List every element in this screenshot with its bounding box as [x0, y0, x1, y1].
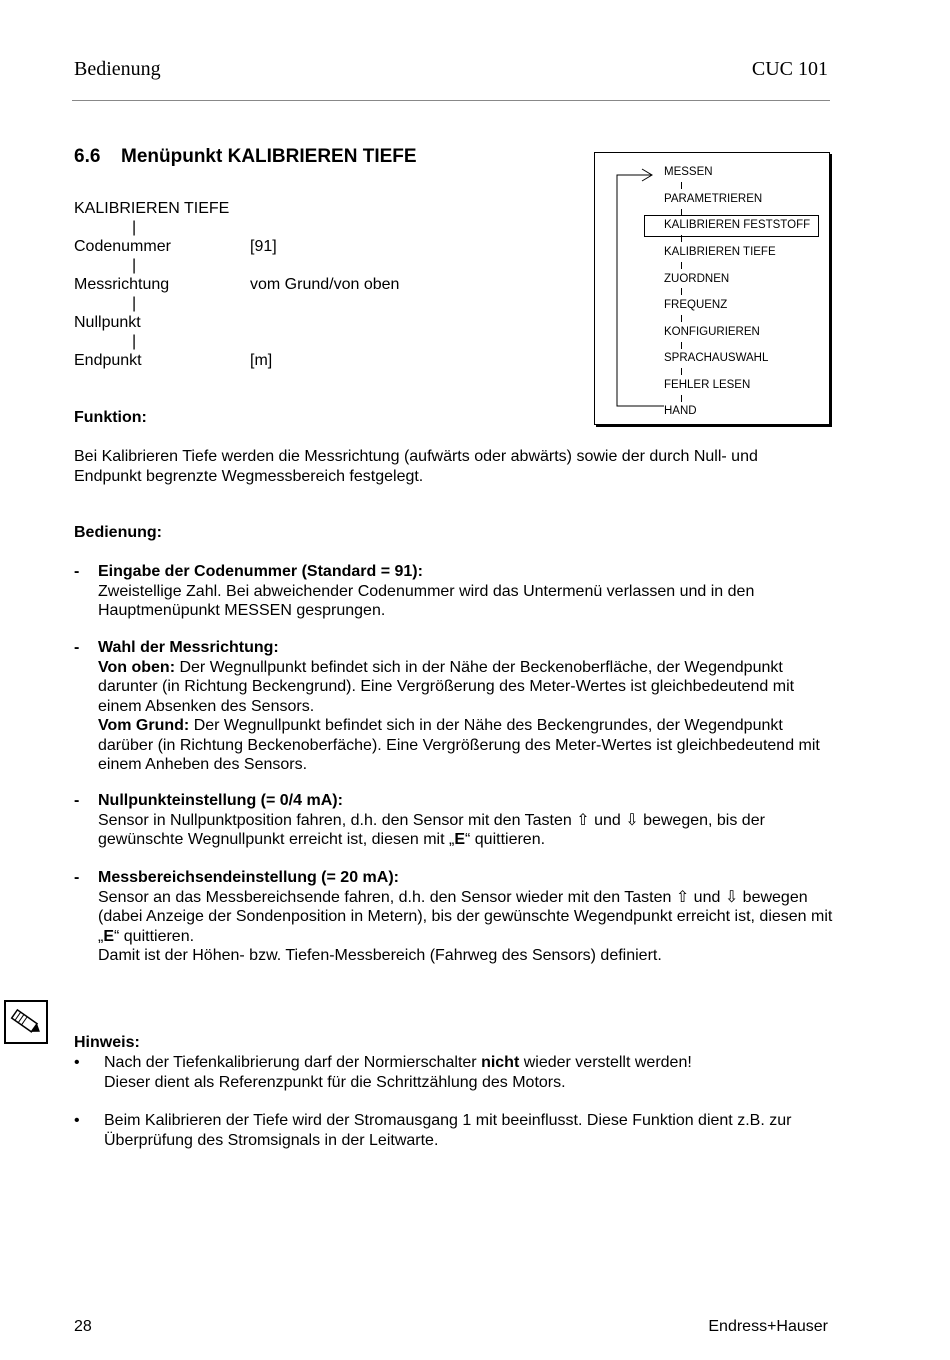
tree-label: Nullpunkt	[74, 314, 141, 331]
hinweis-line-2: Dieser dient als Referenzpunkt für die Schrittzählung des Motors.	[104, 1073, 566, 1091]
item-title: Nullpunkteinstellung (= 0/4 mA):	[98, 792, 343, 809]
tree-pipe: |	[132, 295, 137, 312]
funktion-text: Bei Kalibrieren Tiefe werden die Messrichtung (aufwärts oder abwärts) sowie der durch Null- und Endpunkt begrenzte Wegmessbereich festgelegt.	[74, 448, 758, 485]
item-text	[98, 888, 834, 947]
header-product: CUC 101	[751, 58, 828, 80]
item-title: Wahl der Messrichtung:	[98, 639, 279, 656]
bullet: •	[74, 1112, 80, 1129]
item-text-von-oben	[98, 658, 834, 717]
menu-connector	[681, 235, 682, 242]
item-text-c: Damit ist der Höhen- bzw. Tiefen-Messbereich (Fahrweg des Sensors) definiert.	[98, 947, 662, 964]
tree-value: [m]	[250, 352, 273, 369]
menu-connector	[681, 368, 682, 375]
hinweis-text-a: Nach der Tiefenkalibrierung darf der Normierschalter	[104, 1054, 482, 1071]
tree-label: Codenummer	[74, 238, 171, 255]
menu-item-sprachauswahl: SPRACHAUSWAHL	[664, 352, 769, 364]
item-text-b: “ quittieren.	[114, 927, 195, 945]
list-item-codenummer	[74, 562, 834, 621]
list-dash: -	[74, 869, 80, 886]
menu-item-hand: HAND	[664, 405, 697, 417]
item-title: Eingabe der Codenummer (Standard = 91):	[98, 563, 423, 580]
menu-return-arrow-icon	[595, 153, 665, 413]
list-item-nullpunkt	[74, 791, 834, 850]
tree-root: KALIBRIEREN TIEFE	[74, 200, 230, 217]
item-text-a: Sensor an das Messbereichsende fahren, d.h. den Sensor wieder mit den Tasten ⇧ und ⇩ bewegen (dabei Anzeige der Sondenposition in Metern), bis der gewünschte Wegendpunkt erreicht ist, diesen mit „	[98, 888, 833, 945]
tree-row-endpunkt	[74, 351, 574, 370]
bedienung-heading: Bedienung:	[74, 524, 162, 541]
page-number: 28	[74, 1318, 92, 1335]
header-rule	[72, 100, 830, 101]
item-text	[98, 811, 834, 850]
tree-pipe: |	[132, 219, 137, 236]
tree-label: Messrichtung	[74, 276, 170, 293]
menu-item-kalibrieren-feststoff: KALIBRIEREN FESTSTOFF	[664, 219, 811, 231]
pencil-note-icon	[4, 1000, 48, 1044]
item-text-a: Sensor in Nullpunktposition fahren, d.h. den Sensor mit den Tasten ⇧ und ⇩ bewegen, bis der gewünschte Wegnullpunkt erreicht ist, diesen mit „	[98, 811, 765, 848]
key-e: E	[454, 831, 465, 848]
hinweis-line-1	[104, 1053, 834, 1073]
key-e: E	[103, 927, 114, 945]
funktion-heading: Funktion:	[74, 409, 147, 426]
section-number: 6.6	[74, 146, 101, 167]
header-title: Bedienung	[74, 58, 161, 80]
list-dash: -	[74, 639, 80, 656]
hinweis-item-1	[74, 1053, 834, 1092]
menu-item-frequenz: FREQUENZ	[664, 299, 728, 311]
tree-value: [91]	[250, 238, 277, 255]
list-dash: -	[74, 792, 80, 809]
menu-connector	[681, 288, 682, 295]
tree-row-codenummer	[74, 237, 574, 256]
menu-connector	[681, 209, 682, 216]
item-text-b: “ quittieren.	[465, 831, 546, 848]
pencil-icon	[6, 1002, 46, 1042]
menu-connector	[681, 342, 682, 349]
section-title	[74, 146, 417, 168]
vom-grund-text: Der Wegnullpunkt befindet sich in der Nähe des Beckengrundes, der Wegendpunkt darüber (in Richtung Beckenoberfäche). Eine Vergrößerung des Meter-Wertes ist gleichbedeutend mit einem Anheben des Sensors.	[98, 717, 820, 773]
menu-tree	[74, 199, 574, 370]
item-text-vom-grund	[98, 716, 834, 775]
vom-grund-label: Vom Grund:	[98, 717, 190, 734]
menu-item-parametrieren: PARAMETRIEREN	[664, 193, 763, 205]
menu-item-fehler-lesen: FEHLER LESEN	[664, 379, 751, 391]
item-title: Messbereichsendeinstellung (= 20 mA):	[98, 869, 399, 886]
footer-brand: Endress+Hauser	[708, 1318, 828, 1335]
menu-connector	[681, 395, 682, 402]
menu-connector	[681, 315, 682, 322]
item-text: Zweistellige Zahl. Bei abweichender Codenummer wird das Untermenü verlassen und in den Hauptmenüpunkt MESSEN gesprungen.	[98, 582, 755, 619]
tree-pipe: |	[132, 257, 137, 274]
list-dash: -	[74, 563, 80, 580]
list-item-messrichtung	[74, 638, 834, 775]
main-menu-diagram	[594, 152, 830, 425]
list-item-endpunkt	[74, 868, 834, 966]
hinweis-bold: nicht	[481, 1054, 520, 1071]
tree-label: Endpunkt	[74, 352, 142, 369]
tree-pipe: |	[132, 333, 137, 350]
hinweis-heading: Hinweis:	[74, 1034, 140, 1051]
menu-item-konfigurieren: KONFIGURIEREN	[664, 326, 760, 338]
menu-item-kalibrieren-tiefe: KALIBRIEREN TIEFE	[664, 246, 776, 258]
menu-connector	[681, 182, 682, 189]
tree-row-messrichtung	[74, 275, 574, 294]
hinweis-text: Beim Kalibrieren der Tiefe wird der Stromausgang 1 mit beeinflusst. Diese Funktion dient z.B. zur Überprüfung des Stromsignals in der Leitwarte.	[104, 1112, 792, 1149]
menu-item-messen: MESSEN	[664, 166, 713, 178]
menu-item-zuordnen: ZUORDNEN	[664, 273, 730, 285]
menu-connector	[681, 262, 682, 269]
hinweis-item-2	[74, 1111, 834, 1150]
tree-value: vom Grund/von oben	[250, 276, 400, 293]
tree-row-nullpunkt	[74, 313, 574, 332]
bullet: •	[74, 1054, 80, 1071]
section-heading: Menüpunkt KALIBRIEREN TIEFE	[121, 146, 417, 167]
hinweis-text-b: wieder verstellt werden!	[519, 1054, 692, 1071]
von-oben-label: Von oben:	[98, 658, 176, 676]
von-oben-text: Der Wegnullpunkt befindet sich in der Nähe der Beckenoberfläche, der Wegendpunkt darunter (in Richtung Beckengrund). Eine Vergrößerung des Meter-Wertes ist gleichbedeutend mit einem Absenken des Sensors.	[98, 658, 795, 715]
